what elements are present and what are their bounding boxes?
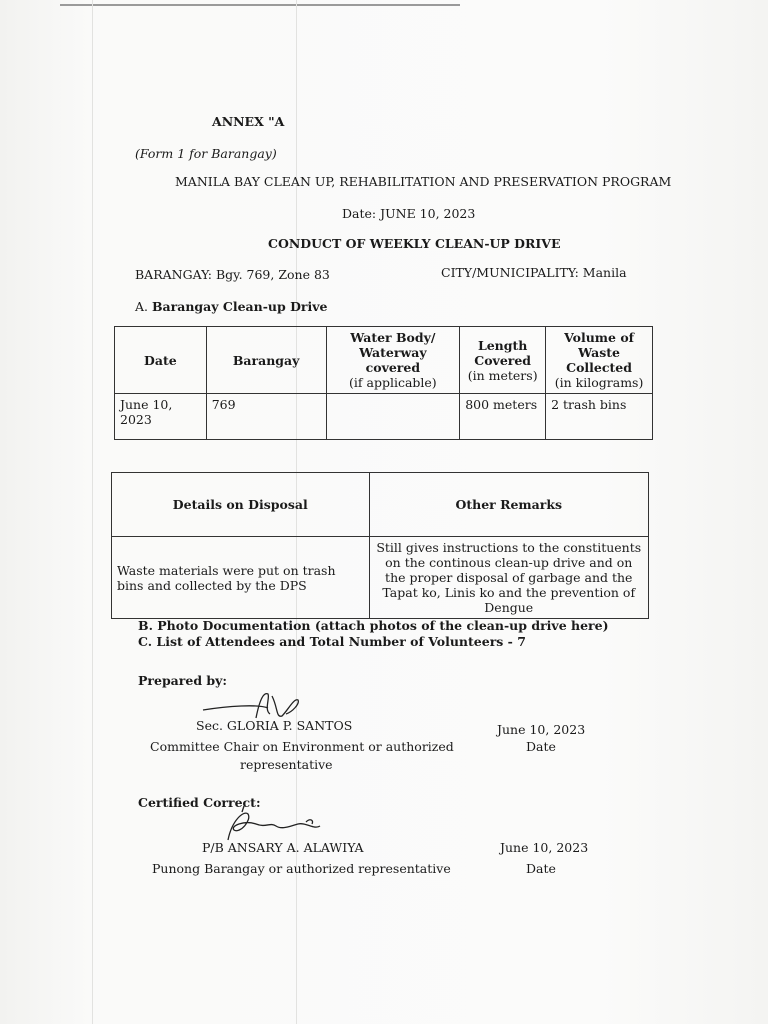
- disposal-header-row: [112, 473, 649, 537]
- prepared-name: Sec. GLORIA P. SANTOS: [196, 718, 353, 733]
- header-volume-line1: Volume of: [564, 330, 635, 345]
- table-header-row: [115, 327, 653, 394]
- header-date: Date: [115, 327, 207, 394]
- header-water-body-line3: (if applicable): [349, 375, 437, 390]
- scan-top-rule: [60, 4, 460, 6]
- header-water-body-line1: Water Body/: [350, 330, 436, 345]
- section-a-heading: [135, 299, 327, 314]
- header-other-remarks: Other Remarks: [369, 473, 649, 537]
- section-a-label: Barangay Clean-up Drive: [151, 299, 328, 314]
- scan-edge-line: [92, 0, 93, 1024]
- header-length-line3: (in meters): [467, 367, 538, 383]
- prepared-date-label: Date: [526, 739, 556, 754]
- prepared-role-line2: representative: [240, 757, 333, 772]
- document-title: CONDUCT OF WEEKLY CLEAN-UP DRIVE: [268, 236, 561, 251]
- header-details-disposal: Details on Disposal: [112, 473, 370, 537]
- certified-role: Punong Barangay or authorized representative: [152, 861, 451, 876]
- certified-label: Certified Correct:: [138, 795, 261, 810]
- header-water-body: [326, 327, 460, 394]
- header-length-line2: Covered: [474, 352, 532, 368]
- annex-label: ANNEX "A: [212, 114, 285, 129]
- header-length: [460, 327, 546, 394]
- header-volume: [546, 327, 653, 394]
- disposal-remarks: Still gives instructions to the constituents on the continous clean-up drive and on the proper disposal of garbage and the Tapat ko, Linis ko and the prevention of Dengue: [369, 537, 649, 619]
- header-water-body-line2: Waterway covered: [359, 345, 427, 375]
- section-c-heading: C. List of Attendees and Total Number of Volunteers - 7: [138, 634, 526, 649]
- table-row: [115, 394, 653, 440]
- disposal-table: [111, 472, 649, 619]
- certified-name: P/B ANSARY A. ALAWIYA: [202, 840, 364, 855]
- header-length-line1: Length: [477, 337, 528, 353]
- header-barangay: Barangay: [206, 327, 326, 394]
- prepared-role-line1: Committee Chair on Environment or authorized: [150, 739, 454, 754]
- cell-barangay: 769: [206, 394, 326, 440]
- cleanup-drive-table: [114, 326, 653, 440]
- header-volume-line3: Collected: [566, 360, 632, 375]
- program-title: MANILA BAY CLEAN UP, REHABILITATION AND PRESERVATION PROGRAM: [175, 174, 672, 189]
- header-volume-line4: (in kilograms): [554, 375, 644, 390]
- section-b-heading: B. Photo Documentation (attach photos of the clean-up drive here): [138, 618, 609, 633]
- prepared-date: June 10, 2023: [497, 722, 586, 737]
- cell-length: 800 meters: [460, 394, 546, 440]
- city-field: CITY/MUNICIPALITY: Manila: [441, 265, 627, 280]
- document-date: Date: JUNE 10, 2023: [342, 206, 476, 221]
- cell-water-body: [326, 394, 460, 440]
- prepared-by-label: Prepared by:: [138, 673, 228, 688]
- certified-date-label: Date: [526, 861, 556, 876]
- barangay-field: BARANGAY: Bgy. 769, Zone 83: [135, 267, 330, 282]
- form-label: (Form 1 for Barangay): [135, 146, 277, 161]
- cell-volume: 2 trash bins: [546, 394, 653, 440]
- disposal-row: [112, 537, 649, 619]
- section-a-prefix: A.: [135, 299, 152, 314]
- cell-date: June 10, 2023: [115, 394, 207, 440]
- disposal-details: Waste materials were put on trash bins and collected by the DPS: [112, 537, 370, 619]
- certified-date: June 10, 2023: [500, 840, 589, 855]
- header-volume-line2: Waste: [578, 345, 620, 360]
